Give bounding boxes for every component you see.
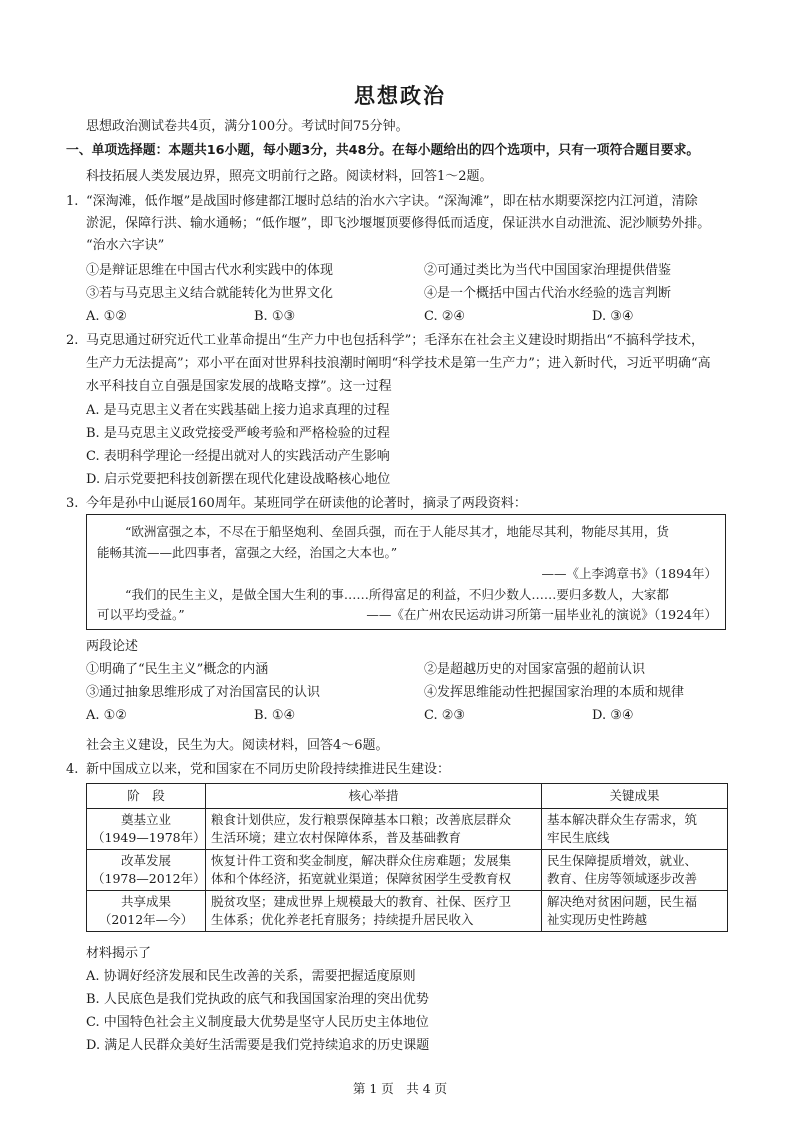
statement-option: ④是一个概括中国古代治水经验的选言判断 (424, 286, 672, 301)
answer-choice: A. ①② (86, 708, 127, 723)
question-number: 2. (66, 333, 79, 348)
table-row (87, 809, 728, 850)
question-text: 今年是孙中山诞辰160周年。某班同学在研读他的论著时，摘录了两段资料： (86, 496, 527, 511)
answer-choice: C. 表明科学理论一经提出就对人的实践活动产生影响 (86, 449, 390, 464)
table-row (87, 850, 728, 891)
stage-cell: 改革发展 （1978—2012年） (87, 850, 206, 891)
results-cell: 民生保障提质增效，就业、 教育、住房等领域逐步改善 (542, 850, 728, 891)
question-text: 马克思通过研究近代工业革命提出“生产力中也包括科学”；毛泽东在社会主义建设时期指出“不搞科学技术， (86, 333, 704, 348)
answer-choice: C. 中国特色社会主义制度最大优势是坚守人民历史主体地位 (86, 1015, 429, 1030)
question-text: 水平科技自立自强是国家发展的战略支撑”。这一过程 (86, 379, 392, 394)
question-number: 4. (66, 762, 79, 777)
table-header: 核心举措 (206, 784, 542, 809)
statement-option: ②是超越历史的对国家富强的超前认识 (424, 662, 646, 677)
answer-choice: A. ①② (86, 309, 127, 324)
question-text: 生产力无法提高”；邓小平在面对世界科技浪潮时阐明“科学技术是第一生产力”；进入新时代，习近平明确“高 (86, 356, 711, 371)
livelihood-table (86, 783, 728, 932)
question-stem: 材料揭示了 (86, 946, 152, 961)
answer-choice: C. ②④ (424, 309, 466, 324)
question-stem: 两段论述 (86, 639, 139, 654)
stage-cell: 共享成果 （2012年—今） (87, 891, 206, 932)
section-heading: 一、单项选择题：本题共16小题，每小题3分，共48分。在每小题给出的四个选项中，只有一项符合题目要求。 (66, 143, 700, 158)
material-intro-2: 社会主义建设，民生为大。阅读材料，回答4～6题。 (86, 738, 389, 753)
table-header-row (87, 784, 728, 809)
question-text: “治水六字诀” (86, 238, 165, 253)
answer-choice: C. ②③ (424, 708, 466, 723)
measures-cell: 脱贫攻坚；建成世界上规模最大的教育、社保、医疗卫 生体系；优化养老托育服务；持续提升居民收入 (206, 891, 542, 932)
results-cell: 解决绝对贫困问题，民生福 祉实现历史性跨越 (542, 891, 728, 932)
quotation-source: ——《在广州农民运动讲习所第一届毕业礼的演说》（1924年） (366, 607, 717, 622)
measures-cell: 粮食计划供应，发行粮票保障基本口粮；改善底层群众 生活环境；建立农村保障体系，普及基础教育 (206, 809, 542, 850)
question-text: 新中国成立以来，党和国家在不同历史阶段持续推进民生建设： (86, 762, 451, 777)
quotation: 能畅其流——此四事者，富强之大经，治国之大本也。” (97, 545, 398, 560)
answer-choice: A. 是马克思主义者在实践基础上接力追求真理的过程 (86, 403, 390, 418)
quotation: “欧洲富强之本，不尽在于船坚炮利、垒固兵强，而在于人能尽其才，地能尽其利，物能尽其用，货 (125, 524, 669, 539)
answer-choice: D. ③④ (592, 708, 634, 723)
answer-choice: A. 协调好经济发展和民生改善的关系，需要把握适度原则 (86, 969, 416, 984)
table-header: 关键成果 (542, 784, 728, 809)
table-header: 阶 段 (87, 784, 206, 809)
answer-choice: B. 是马克思主义政党接受严峻考验和严格检验的过程 (86, 426, 390, 441)
statement-option: ②可通过类比为当代中国国家治理提供借鉴 (424, 263, 672, 278)
stage-cell: 奠基立业 （1949—1978年） (87, 809, 206, 850)
quotation-source: ——《上李鸿章书》（1894年） (541, 566, 717, 581)
exam-intro: 思想政治测试卷共4页，满分100分。考试时间75分钟。 (86, 119, 409, 134)
page-title: 思想政治 (354, 84, 446, 108)
statement-option: ①是辩证思维在中国古代水利实践中的体现 (86, 263, 334, 278)
answer-choice: D. 满足人民群众美好生活需要是我们党持续追求的历史课题 (86, 1038, 430, 1053)
measures-cell: 恢复计件工资和奖金制度，解决群众住房难题；发展集 体和个体经济，拓宽就业渠道；保障贫困学生受教育权 (206, 850, 542, 891)
answer-choice: B. 人民底色是我们党执政的底气和我国国家治理的突出优势 (86, 992, 429, 1007)
statement-option: ④发挥思维能动性把握国家治理的本质和规律 (424, 685, 685, 700)
quotation: 可以平均受益。” (97, 607, 185, 622)
table-row (87, 891, 728, 932)
material-intro-1: 科技拓展人类发展边界，照亮文明前行之路。阅读材料，回答1～2题。 (86, 169, 493, 184)
statement-option: ①明确了“民生主义”概念的内涵 (86, 662, 269, 677)
question-text: 淤泥，保障行洪、输水通畅；“低作堰”，即飞沙堰堰顶要修得低而适度，保证洪水自动泄流、泥沙顺势外排。 (86, 216, 711, 231)
statement-option: ③若与马克思主义结合就能转化为世界文化 (86, 286, 334, 301)
answer-choice: D. 启示党要把科技创新摆在现代化建设战略核心地位 (86, 472, 391, 487)
page-footer: 第 1 页 共 4 页 (352, 1081, 448, 1096)
statement-option: ③通过抽象思维形成了对治国富民的认识 (86, 685, 321, 700)
question-number: 1. (66, 194, 79, 209)
answer-choice: B. ①③ (254, 309, 296, 324)
question-text: “深淘滩，低作堰”是战国时修建都江堰时总结的治水六字诀。“深淘滩”，即在枯水期要深挖内江河道，清除 (86, 194, 698, 209)
quotation: “我们的民生主义，是做全国大生利的事……所得富足的利益，不归少数人……要归多数人，大家都 (125, 587, 669, 602)
answer-choice: D. ③④ (592, 309, 634, 324)
answer-choice: B. ①④ (254, 708, 296, 723)
results-cell: 基本解决群众生存需求，筑 牢民生底线 (542, 809, 728, 850)
question-number: 3. (66, 496, 79, 511)
quotation-box (86, 514, 726, 630)
